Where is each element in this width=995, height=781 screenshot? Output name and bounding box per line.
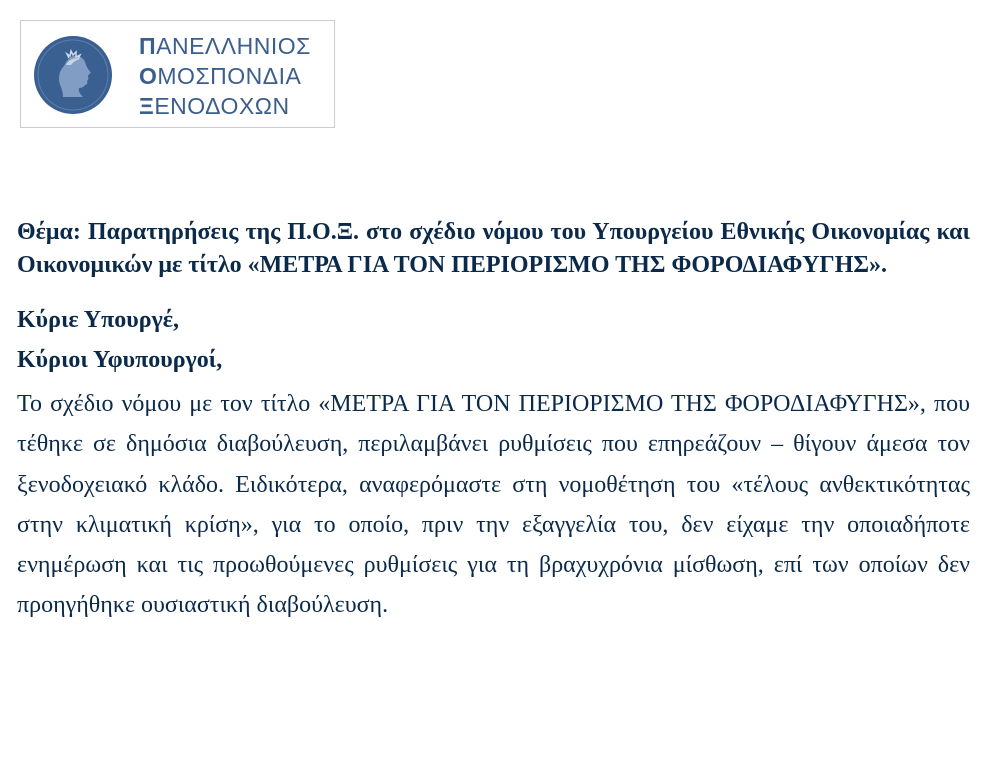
organization-name: [139, 31, 311, 121]
letter-body: [17, 216, 970, 626]
salutation-deputy-ministers: Κύριοι Υφυπουργοί,: [17, 347, 223, 373]
org-name-line-1: ΠΑΝΕΛΛΗΝΙΟΣ: [139, 33, 311, 59]
subject-heading: Θέμα: Παρατηρήσεις της Π.Ο.Ξ. στο σχέδιο νόμου του Υπουργείου Εθνικής Οικονομίας και Οικονομικών με τίτλο «ΜΕΤΡΑ ΓΙΑ ΤΟΝ ΠΕΡΙΟΡΙΣΜΟ ΤΗΣ ΦΟΡΟΔΙΑΦΥΓΗΣ».: [17, 219, 970, 278]
salutation-minister: Κύριε Υπουργέ,: [17, 307, 180, 333]
organization-logo: [20, 20, 335, 128]
org-name-line-3: ΞΕΝΟΔΟΧΩΝ: [139, 93, 290, 119]
org-name-line-2: ΟΜΟΣΠΟΝΔΙΑ: [139, 63, 302, 89]
body-paragraph: Το σχέδιο νόμου με τον τίτλο «ΜΕΤΡΑ ΓΙΑ ΤΟΝ ΠΕΡΙΟΡΙΣΜΟ ΤΗΣ ΦΟΡΟΔΙΑΦΥΓΗΣ», που τέθηκε σε δημόσια διαβούλευση, περιλαμβάνει ρυθμίσεις που επηρεάζουν – θίγουν άμεσα τον ξενοδοχειακό κλάδο. Ειδικότερα, αναφερόμαστε στη νομοθέτηση του «τέλους ανθεκτικότητας στην κλιματική κρίση», για το οποίο, πριν την εξαγγελία του, δεν είχαμε την οποιαδήποτε ενημέρωση και τις προωθούμενες ρυθμίσεις για τη βραχυχρόνια μίσθωση, επί των οποίων δεν προηγήθηκε ουσιαστική διαβούλευση.: [17, 391, 970, 619]
bust-profile-seal-icon: [33, 35, 113, 115]
